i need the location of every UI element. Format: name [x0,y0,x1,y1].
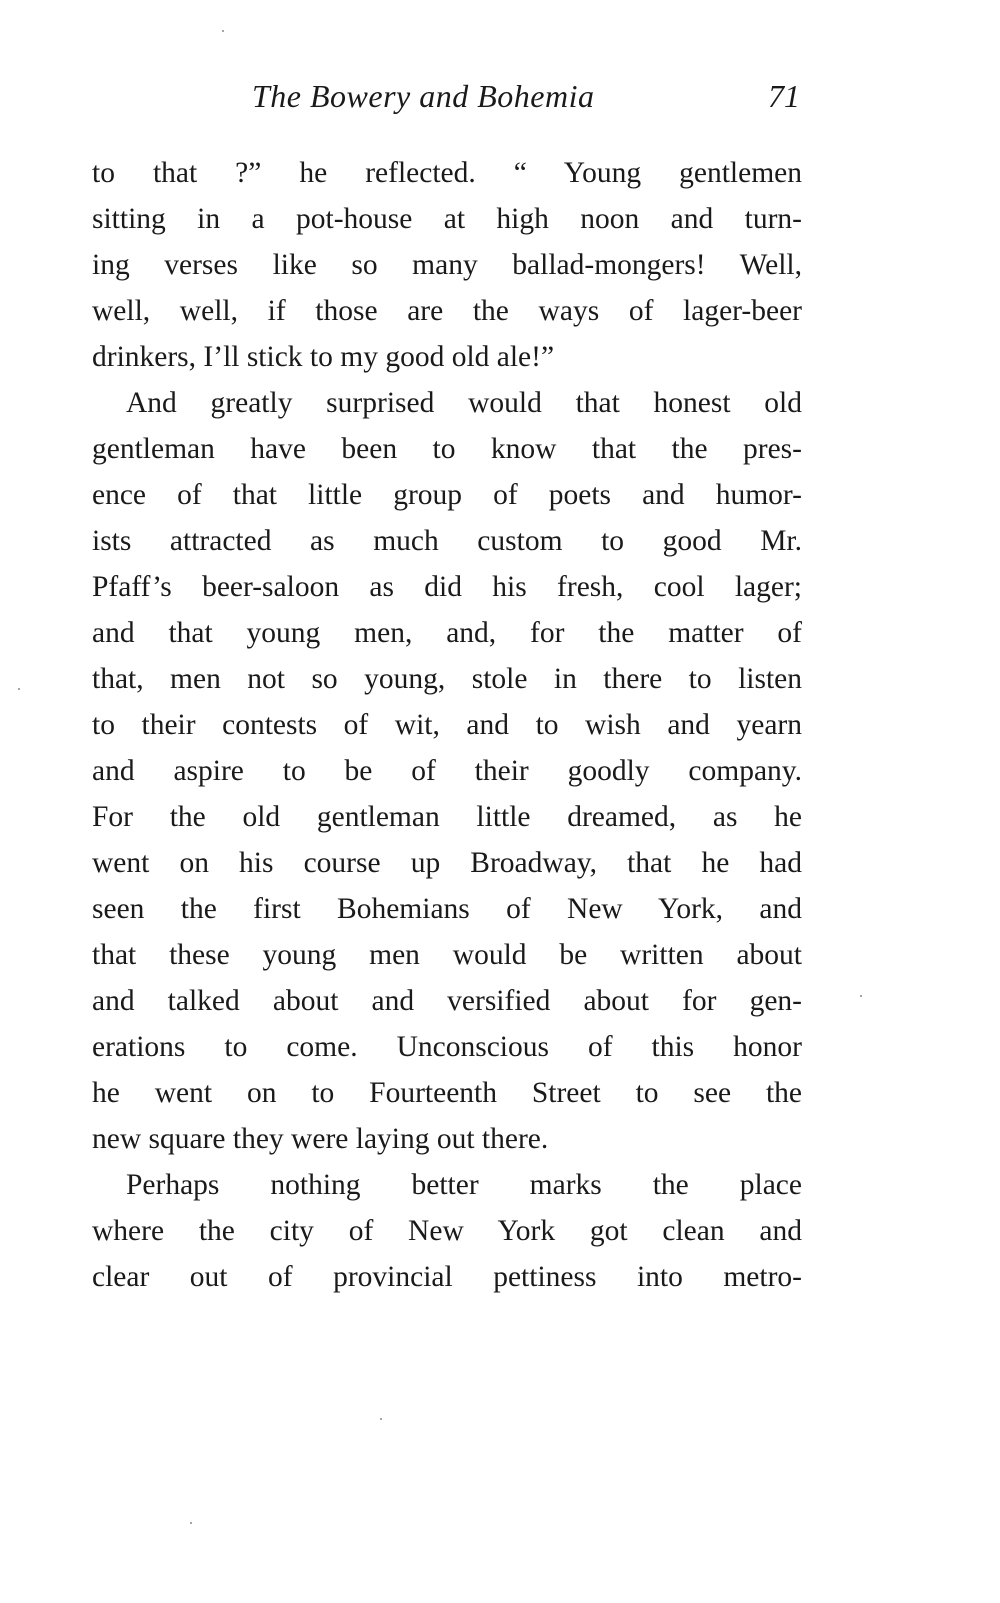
paragraph [92,380,802,1162]
scan-speck [222,30,224,32]
running-head [92,78,802,128]
scan-speck [380,1418,382,1420]
text-line: he went on to Fourteenth Street to see the [92,1077,802,1109]
body-text [92,150,802,1300]
text-line: went on his course up Broadway, that he had [92,847,802,879]
text-line: and talked about and versified about for gen- [92,985,802,1017]
text-line: erations to come. Unconscious of this honor [92,1031,802,1063]
text-line: Perhaps nothing better marks the place [126,1169,802,1201]
text-line: and aspire to be of their goodly company. [92,755,802,787]
text-line: ence of that little group of poets and humor- [92,479,802,511]
text-line: And greatly surprised would that honest old [126,387,802,419]
text-line: sitting in a pot-house at high noon and turn- [92,203,802,235]
text-line: well, well, if those are the ways of lager-beer [92,295,802,327]
text-line: to their contests of wit, and to wish and yearn [92,709,802,741]
text-line: ing verses like so many ballad-mongers! Well, [92,249,802,281]
text-line: For the old gentleman little dreamed, as he [92,801,802,833]
text-line: new square they were laying out there. [92,1123,549,1155]
scan-speck [860,995,862,997]
text-line: gentleman have been to know that the pres- [92,433,802,465]
text-line: to that ?” he reflected. “ Young gentlemen [92,157,802,189]
text-line: ists attracted as much custom to good Mr. [92,525,802,557]
text-line: clear out of provincial pettiness into metro- [92,1261,802,1293]
paragraph [92,1162,802,1300]
text-line: seen the first Bohemians of New York, and [92,893,802,925]
paragraph [92,150,802,380]
text-line: drinkers, I’ll stick to my good old ale!” [92,341,555,373]
text-line: that these young men would be written about [92,939,802,971]
text-line: that, men not so young, stole in there to listen [92,663,802,695]
text-line: and that young men, and, for the matter of [92,617,802,649]
text-line: Pfaff’s beer-saloon as did his fresh, cool lager; [92,571,802,603]
running-title: The Bowery and Bohemia [252,78,595,114]
scan-speck [18,688,20,690]
page-number: 71 [768,78,800,114]
scan-speck [190,1522,192,1524]
text-line: where the city of New York got clean and [92,1215,802,1247]
